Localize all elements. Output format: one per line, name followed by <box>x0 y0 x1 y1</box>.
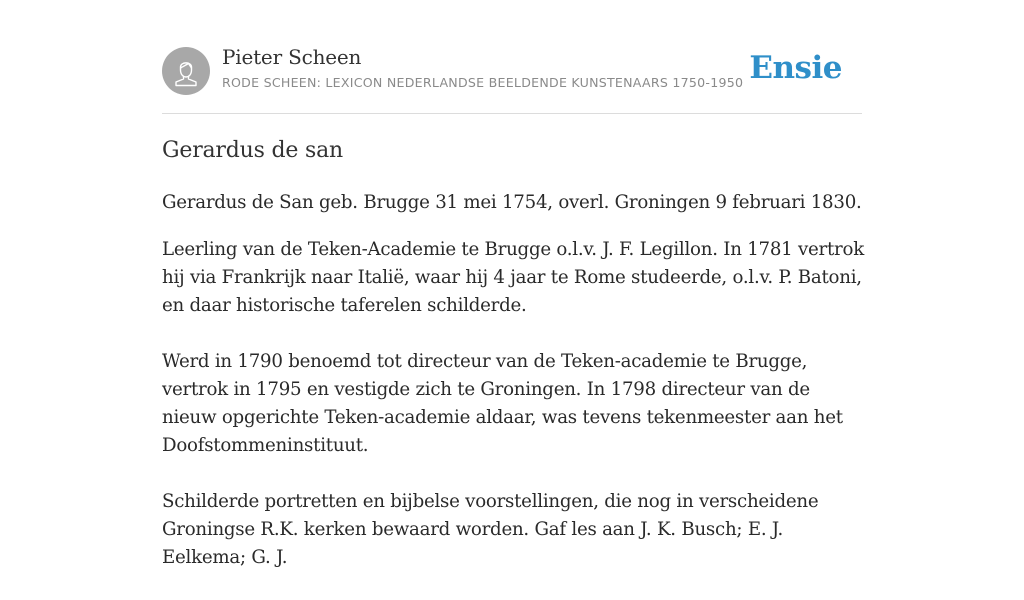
author-name[interactable]: Pieter Scheen <box>222 45 362 69</box>
article-paragraph: Werd in 1790 benoemd tot directeur van de Teken-academie te Brugge, vertrok in 1795 en vestigde zich te Groningen. In 1798 directeur van de nieuw opgerichte Teken-academie aldaar, was tevens tekenmeester aan het Doofstommeninstituut. <box>162 351 843 456</box>
article-body <box>162 189 866 600</box>
article-title: Gerardus de san <box>162 138 343 163</box>
user-silhouette-icon <box>162 47 210 95</box>
source-label[interactable]: RODE SCHEEN: LEXICON NEDERLANDSE BEELDENDE KUNSTENAARS 1750-1950 <box>222 75 744 90</box>
article-paragraph: Gerardus de San geb. Brugge 31 mei 1754, overl. Groningen 9 februari 1830. <box>162 192 862 213</box>
article-page <box>162 0 864 568</box>
author-avatar[interactable] <box>162 47 210 95</box>
ensie-logo[interactable]: Ensie <box>749 50 842 86</box>
article-paragraph: Schilderde portretten en bijbelse voorstellingen, die nog in verscheidene Groningse R.K. kerken bewaard worden. Gaf les aan J. K. Busch; E. J. Eelkema; G. J. <box>162 491 819 568</box>
author-header <box>162 0 862 114</box>
article-paragraph: Leerling van de Teken-Academie te Brugge o.l.v. J. F. Legillon. In 1781 vertrok hij via Frankrijk naar Italië, waar hij 4 jaar te Rome studeerde, o.l.v. P. Batoni, en daar historische taferelen schilderde. <box>162 239 864 316</box>
